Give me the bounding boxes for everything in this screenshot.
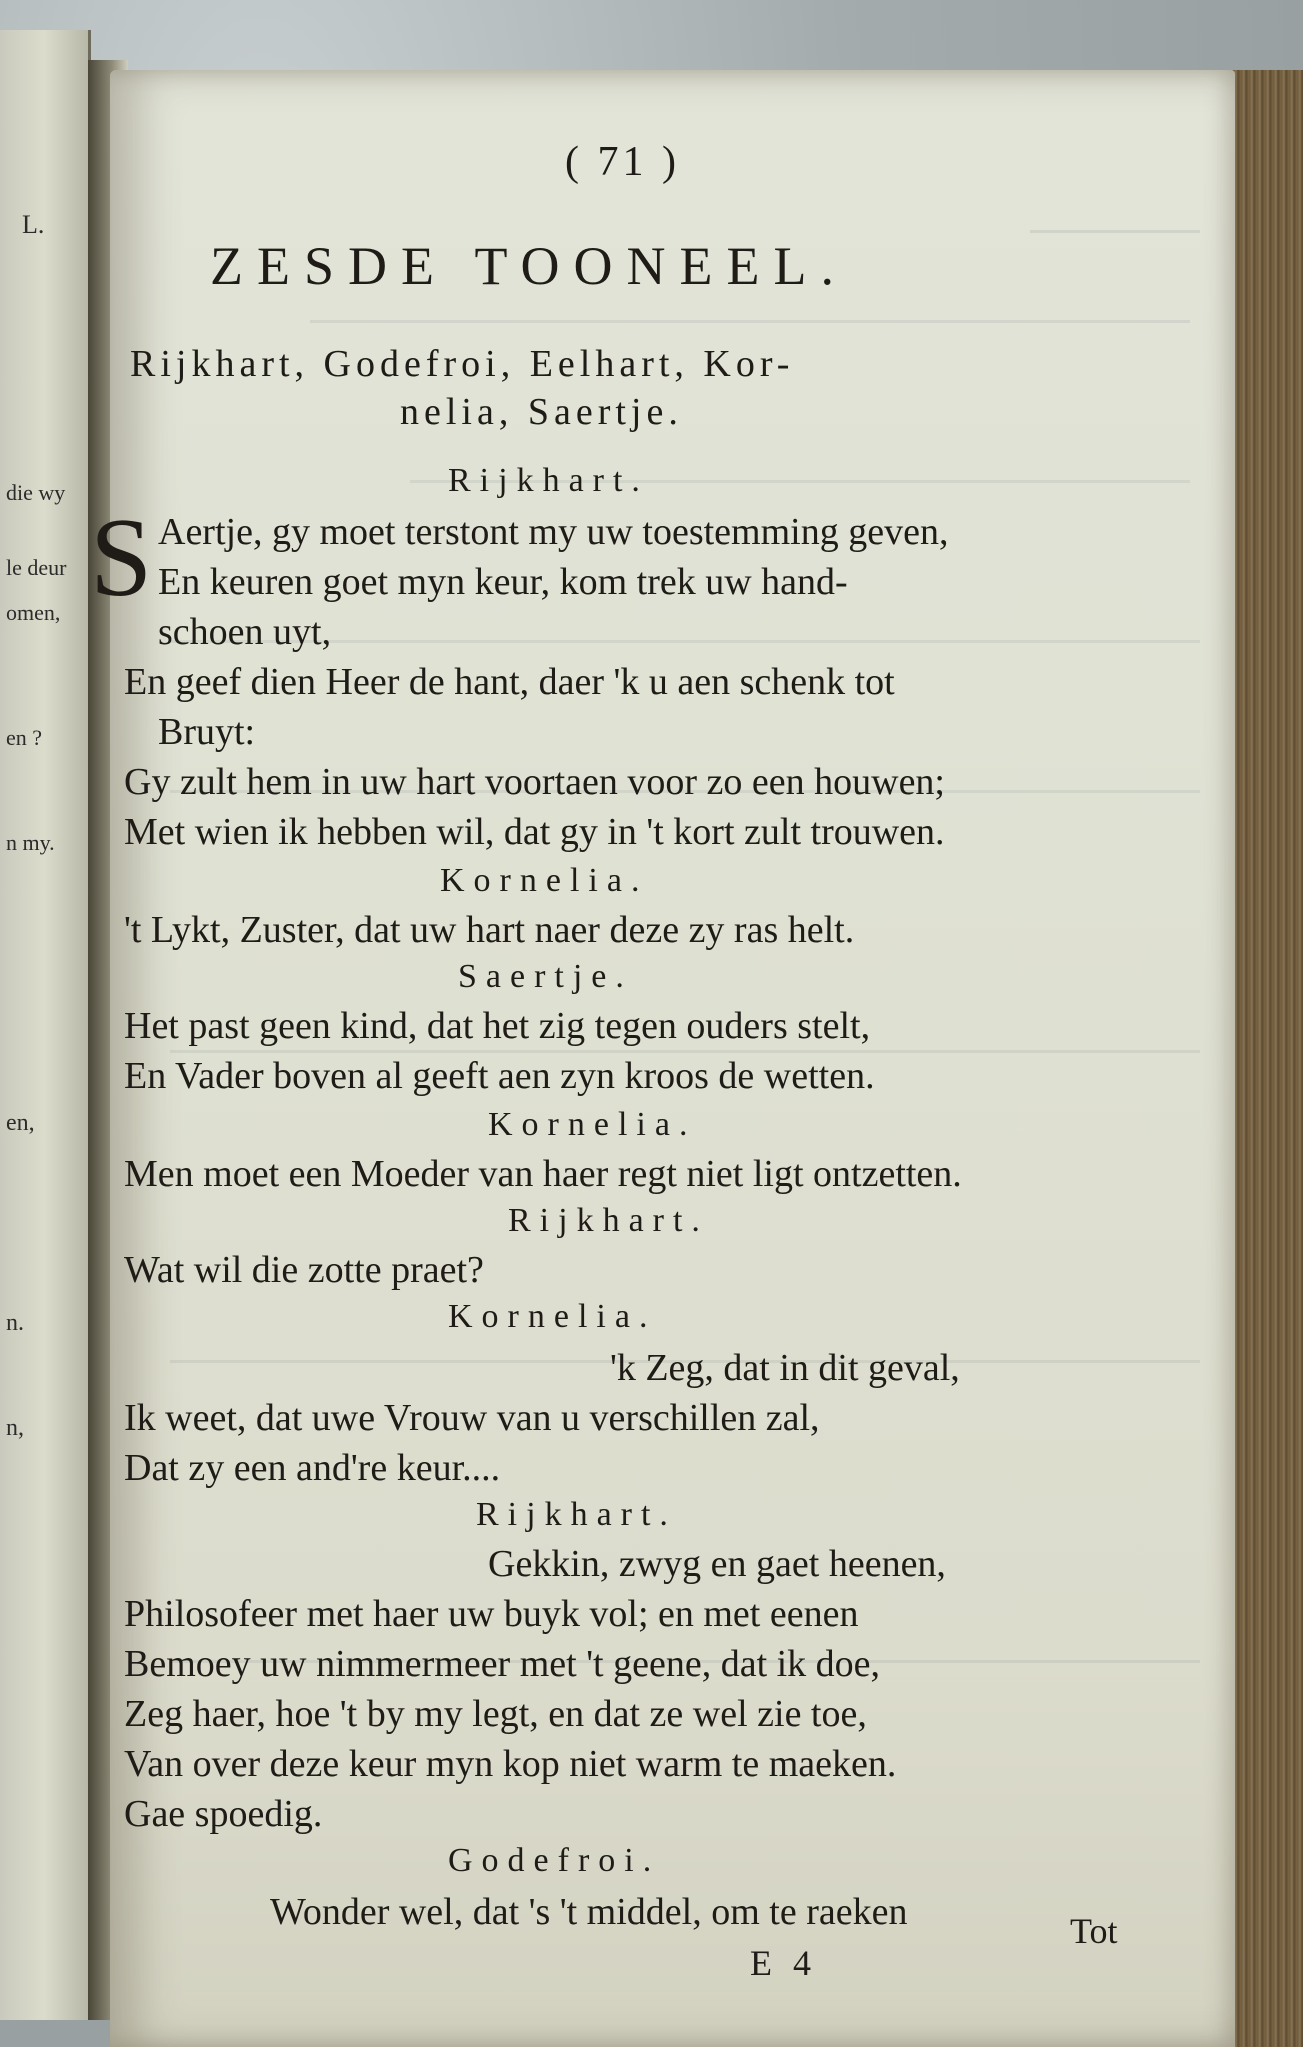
facing-page-fragment: die wy (6, 480, 66, 505)
verse-line: Wat wil die zotte praet? (124, 1249, 484, 1291)
verse-line: Gae spoedig. (124, 1793, 323, 1835)
speaker-name: Kornelia. (440, 862, 649, 899)
page-number: ( 71 ) (565, 139, 680, 185)
verse-line: 't Lykt, Zuster, dat uw hart naer deze zy ras helt. (124, 909, 855, 951)
facing-page-fragment: n. (6, 1310, 24, 1336)
verse-line: En geef dien Heer de hant, daer 'k u aen schenk tot (124, 661, 895, 703)
book-page (90, 70, 1235, 2047)
verse-line: Gekkin, zwyg en gaet heenen, (488, 1543, 946, 1585)
verse-line: Philosofeer met haer uw buyk vol; en met eenen (124, 1593, 859, 1635)
verse-line: Wonder wel, dat 's 't middel, om te raeken (270, 1891, 908, 1933)
facing-page-fragment: omen, (6, 600, 61, 625)
facing-page-fragment: n my. (6, 830, 55, 855)
verse-line: schoen uyt, (158, 611, 332, 653)
verse-line: Ik weet, dat uwe Vrouw van u verschillen zal, (124, 1397, 820, 1439)
verse-line: Van over deze keur myn kop niet warm te maeken. (124, 1743, 897, 1785)
page-edges (1225, 70, 1303, 2047)
verse-line: Het past geen kind, dat het zig tegen ouders stelt, (124, 1005, 871, 1047)
facing-page (0, 30, 91, 2020)
speaker-name: Godefroi. (448, 1842, 661, 1879)
speaker-name: Kornelia. (448, 1298, 657, 1335)
speaker-name: Rijkhart. (476, 1496, 677, 1533)
speaker-name: Saertje. (458, 958, 633, 995)
facing-page-fragment: le deur (6, 555, 67, 580)
signature-mark: E 4 (750, 1943, 817, 1983)
speaker-name: Rijkhart. (508, 1202, 709, 1239)
facing-page-fragment: en ? (6, 725, 43, 750)
verse-line: Aertje, gy moet terstont my uw toestemming geven, (158, 511, 949, 553)
verse-line: Men moet een Moeder van haer regt niet ligt ontzetten. (124, 1153, 962, 1195)
verse-line: Gy zult hem in uw hart voortaen voor zo een houwen; (124, 761, 945, 803)
cast-list: nelia, Saertje. (400, 391, 683, 433)
facing-page-fragment: en, (6, 1110, 35, 1136)
catchword: Tot (1070, 1911, 1118, 1951)
cast-list: Rijkhart, Godefroi, Eelhart, Kor- (130, 343, 795, 385)
verse-line: Bemoey uw nimmermeer met 't geene, dat ik doe, (124, 1643, 881, 1685)
verse-line: En Vader boven al geeft aen zyn kroos de wetten. (124, 1055, 875, 1097)
scene-title: ZESDE TOONEEL. (210, 236, 848, 296)
verse-line: Bruyt: (158, 711, 256, 753)
verse-line: Zeg haer, hoe 't by my legt, en dat ze wel zie toe, (124, 1693, 867, 1735)
facing-page-fragment: n, (6, 1415, 24, 1441)
speaker-name: Kornelia. (488, 1106, 697, 1143)
verse-line: 'k Zeg, dat in dit geval, (610, 1347, 960, 1389)
verse-line: Met wien ik hebben wil, dat gy in 't kort zult trouwen. (124, 811, 945, 853)
facing-page-fragment: L. (22, 210, 45, 239)
verse-line: Dat zy een and're keur.... (124, 1447, 501, 1489)
drop-capital: S (90, 496, 153, 620)
speaker-name: Rijkhart. (448, 462, 649, 499)
verse-line: En keuren goet myn keur, kom trek uw hand- (158, 561, 848, 603)
